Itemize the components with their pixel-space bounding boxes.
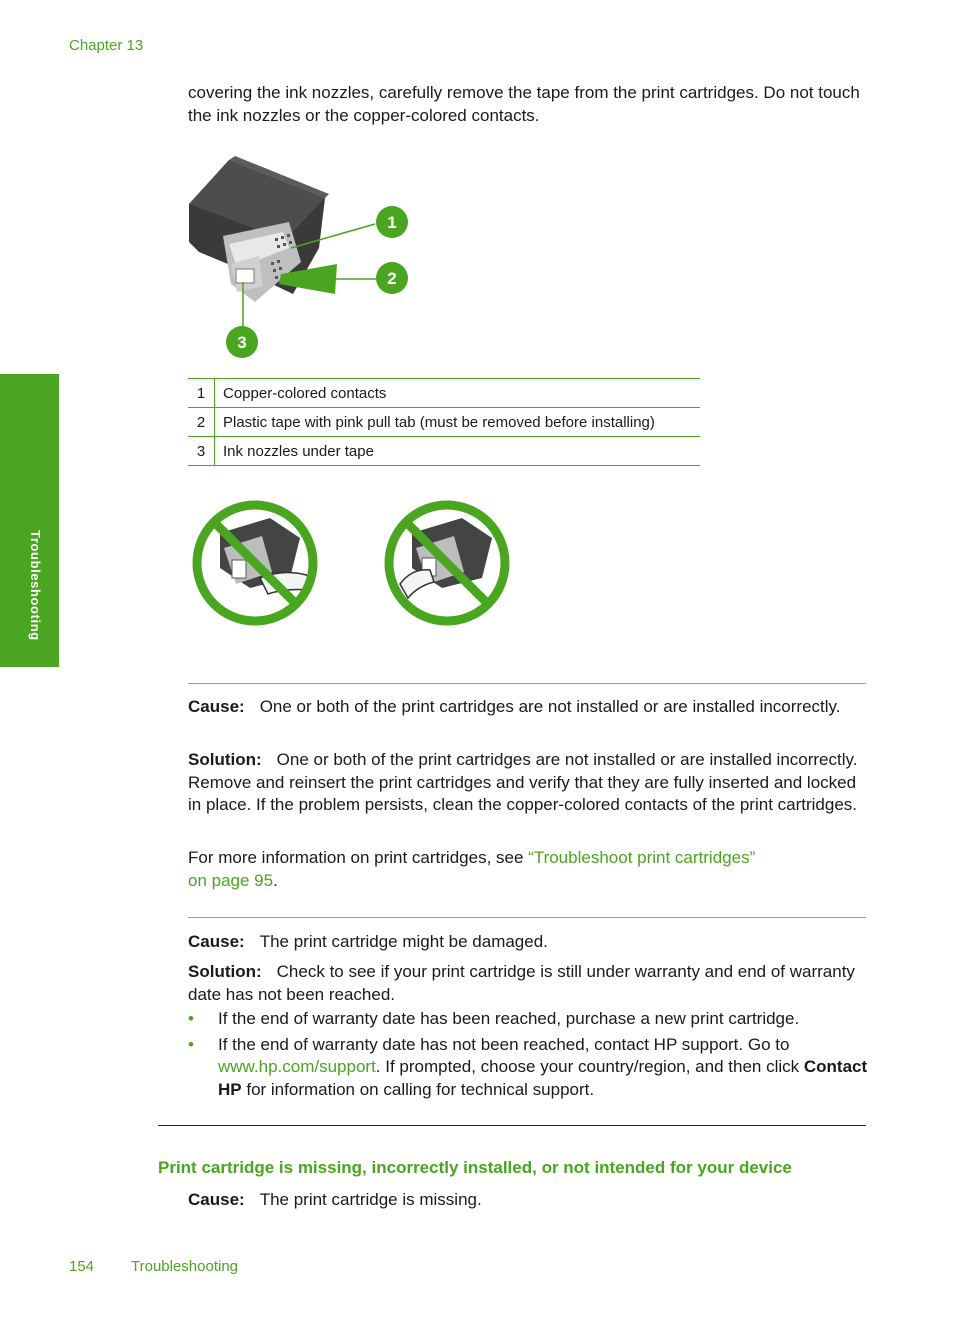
solution-label: Solution: — [188, 962, 262, 981]
solution-text: Check to see if your print cartridge is still under warranty and end of warranty date has not been reached. — [188, 962, 855, 1004]
legend-number: 3 — [188, 437, 215, 466]
solution-bullet-list — [188, 1008, 868, 1104]
more-info-suffix: . — [273, 870, 278, 890]
cause-label: Cause: — [188, 1190, 245, 1209]
do-not-touch-contacts-figure — [190, 498, 320, 628]
table-row — [188, 408, 700, 437]
bullet-text: If the end of warranty date has been reached, purchase a new print cartridge. — [218, 1009, 800, 1028]
more-info-text: For more information on print cartridges, see — [188, 848, 529, 867]
troubleshoot-cartridges-link[interactable]: “Troubleshoot print cartridges” — [528, 848, 756, 867]
svg-text:1: 1 — [387, 213, 397, 232]
bullet-text: for information on calling for technical support. — [241, 1079, 595, 1099]
callout-badge-1 — [376, 206, 408, 238]
callout-badge-3 — [226, 326, 258, 358]
cause-paragraph — [188, 696, 868, 719]
callout-badge-2 — [376, 262, 408, 294]
footer-page-number: 154 — [69, 1258, 95, 1275]
more-info-paragraph — [188, 847, 828, 892]
bullet-text: . If prompted, choose your country/region, and then click — [375, 1057, 804, 1076]
section-divider — [158, 1125, 866, 1126]
bullet-icon: • — [188, 1009, 194, 1028]
solution-label: Solution: — [188, 750, 262, 769]
footer-title: Troubleshooting — [131, 1258, 239, 1275]
cause-label: Cause: — [188, 932, 245, 951]
legend-number: 1 — [188, 379, 215, 408]
section-divider — [188, 917, 866, 918]
legend-text: Plastic tape with pink pull tab (must be removed before installing) — [215, 408, 701, 437]
side-tab-label: Troubleshooting — [28, 530, 43, 641]
solution-paragraph — [188, 749, 868, 817]
solution-text: One or both of the print cartridges are not installed or are installed incorrectly. Remove and reinsert the print cartridges and verify that they are fully inserted and locked in place. If the problem persists, clean the copper-colored contacts of the print cartridges. — [188, 750, 858, 814]
hp-support-link[interactable]: www.hp.com/support — [218, 1057, 376, 1076]
legend-text: Ink nozzles under tape — [215, 437, 701, 466]
cause-text: One or both of the print cartridges are not installed or are installed incorrectly. — [259, 697, 841, 716]
legend-number: 2 — [188, 408, 215, 437]
callout-legend-table — [188, 378, 700, 466]
do-not-touch-nozzles-figure — [382, 498, 512, 628]
page-reference-link[interactable]: on page 95 — [188, 870, 274, 890]
list-item — [188, 1034, 868, 1102]
svg-text:2: 2 — [387, 269, 397, 288]
table-row — [188, 379, 700, 408]
list-item — [188, 1008, 868, 1031]
section-divider — [188, 683, 866, 684]
section-heading: Print cartridge is missing, incorrectly installed, or not intended for your device — [158, 1158, 792, 1177]
bullet-icon: • — [188, 1034, 194, 1054]
svg-text:3: 3 — [237, 333, 247, 352]
contact-hp-label: Contact HP — [218, 1057, 868, 1099]
intro-paragraph: covering the ink nozzles, carefully remove the tape from the print cartridges. Do not touch the ink nozzles or the copper-colored contacts. — [188, 83, 860, 125]
cause-paragraph — [188, 1189, 868, 1212]
cause-text: The print cartridge might be damaged. — [259, 932, 548, 951]
solution-paragraph — [188, 961, 868, 1006]
table-row — [188, 437, 700, 466]
chapter-header: Chapter 13 — [69, 37, 144, 54]
cause-paragraph — [188, 931, 868, 954]
bullet-text: If the end of warranty date has not been reached, contact HP support. Go to — [218, 1034, 790, 1054]
cartridge-diagram — [185, 152, 415, 362]
legend-text: Copper-colored contacts — [215, 379, 701, 408]
cause-label: Cause: — [188, 697, 245, 716]
cause-text: The print cartridge is missing. — [259, 1190, 482, 1209]
